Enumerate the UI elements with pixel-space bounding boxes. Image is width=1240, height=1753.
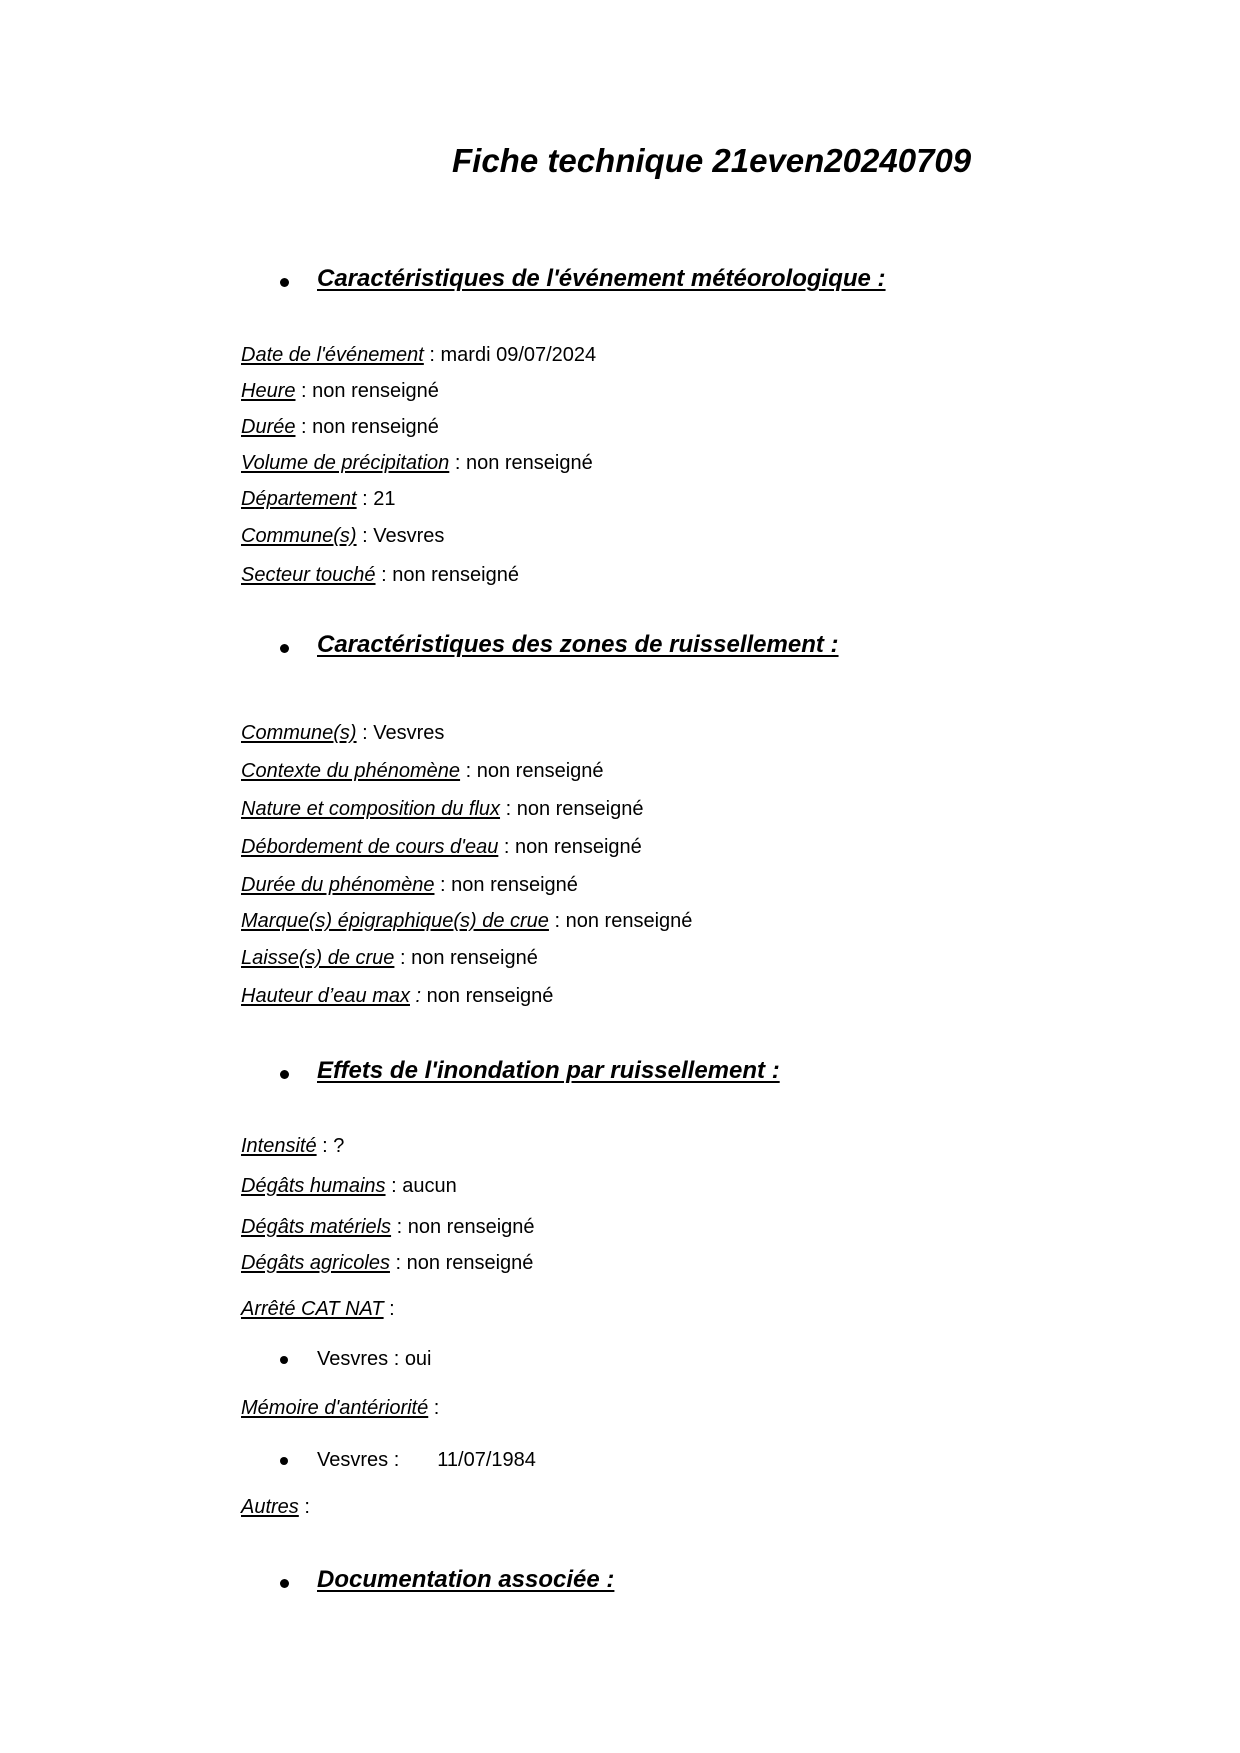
field-separator: :: [500, 798, 517, 820]
field-separator: :: [295, 416, 313, 438]
section-heading-text: Caractéristiques de l'événement météorologique :: [317, 265, 886, 292]
bullet-icon: [280, 644, 289, 653]
field-autres: [241, 1496, 310, 1519]
field-label: Laisse(s) de crue: [241, 947, 395, 969]
field-date-evenement: [241, 344, 596, 367]
field-value: non renseigné: [407, 1216, 535, 1238]
field-label: Hauteur d’eau max: [241, 985, 410, 1007]
field-separator: :: [316, 1135, 334, 1157]
bullet-icon: [280, 1457, 288, 1465]
field-marques-epigraphiques: [241, 910, 692, 933]
field-laisses-de-crue: [241, 947, 538, 970]
field-separator: :: [295, 380, 313, 402]
section-heading-ruissellement: [280, 631, 839, 659]
field-separator: :: [449, 452, 466, 474]
field-separator: :: [460, 760, 477, 782]
field-label: Date de l'événement: [241, 344, 424, 366]
field-label: Arrêté CAT NAT: [241, 1298, 384, 1320]
field-separator: :: [548, 910, 566, 932]
field-volume-precipitation: [241, 452, 593, 475]
field-value: mardi 09/07/2024: [440, 344, 597, 366]
field-contexte-phenomene: [241, 760, 604, 783]
field-degats-agricoles: [241, 1252, 533, 1275]
field-intensite: [241, 1135, 344, 1158]
field-value: aucun: [402, 1175, 457, 1197]
field-value: non renseigné: [451, 874, 578, 896]
field-label: Dégâts matériels: [241, 1216, 392, 1238]
field-label: Contexte du phénomène: [241, 760, 461, 782]
bullet-icon: [280, 1070, 289, 1079]
section-heading-documentation: [280, 1566, 614, 1594]
field-label: Nature et composition du flux: [241, 798, 501, 820]
field-label: Intensité: [241, 1135, 317, 1157]
field-degats-humains: [241, 1175, 457, 1198]
field-label: Volume de précipitation: [241, 452, 450, 474]
page-title: Fiche technique 21even20240709: [452, 142, 972, 179]
field-label: Département: [241, 488, 357, 510]
field-hauteur-eau-max: [241, 985, 553, 1008]
field-separator: :: [383, 1298, 395, 1320]
field-communes: [241, 525, 444, 548]
field-label: Heure: [241, 380, 296, 402]
field-value: ?: [333, 1135, 345, 1157]
field-arrete-catnat: [241, 1298, 395, 1321]
field-heure: [241, 380, 439, 403]
field-value: non renseigné: [516, 798, 644, 820]
field-label: Débordement de cours d'eau: [241, 836, 499, 858]
section-heading-text: Documentation associée :: [317, 1566, 615, 1593]
field-value: non renseigné: [406, 1252, 534, 1274]
field-departement: [241, 488, 396, 511]
field-separator: :: [298, 1496, 310, 1518]
field-value: non renseigné: [312, 416, 439, 438]
field-label: Commune(s): [241, 722, 357, 744]
list-item-catnat: [280, 1348, 432, 1371]
list-item-memoire: [280, 1449, 536, 1472]
field-secteur-touche: [241, 564, 519, 587]
list-item-date: 11/07/1984: [437, 1449, 536, 1471]
field-debordement: [241, 836, 642, 859]
field-separator: :: [391, 1216, 408, 1238]
field-separator: :: [434, 874, 452, 896]
bullet-icon: [280, 278, 289, 287]
field-label: Mémoire d'antériorité: [241, 1397, 429, 1419]
field-separator: :: [423, 344, 441, 366]
field-duree-phenomene: [241, 874, 578, 897]
field-degats-materiels: [241, 1216, 535, 1239]
field-separator: :: [498, 836, 515, 858]
field-separator: :: [356, 525, 374, 547]
field-value: non renseigné: [476, 760, 604, 782]
field-separator: :: [428, 1397, 440, 1419]
field-separator: :: [385, 1175, 403, 1197]
field-value: non renseigné: [411, 947, 538, 969]
field-value: non renseigné: [515, 836, 642, 858]
field-label: Dégâts humains: [241, 1175, 386, 1197]
section-heading-text: Caractéristiques des zones de ruissellement :: [317, 631, 839, 658]
field-value: non renseigné: [426, 985, 554, 1007]
field-separator: :: [375, 564, 393, 586]
field-value: non renseigné: [312, 380, 439, 402]
field-label: Marque(s) épigraphique(s) de crue: [241, 910, 549, 932]
field-label: Autres: [241, 1496, 299, 1518]
field-value: Vesvres: [373, 722, 445, 744]
field-value: non renseigné: [392, 564, 519, 586]
section-heading-effets: [280, 1057, 780, 1085]
field-value: non renseigné: [565, 910, 693, 932]
field-value: 21: [373, 488, 396, 510]
field-value: non renseigné: [465, 452, 593, 474]
field-label: Commune(s): [241, 525, 357, 547]
field-label: Durée du phénomène: [241, 874, 435, 896]
bullet-icon: [280, 1356, 288, 1364]
field-separator: :: [409, 985, 427, 1007]
field-separator: :: [356, 488, 374, 510]
field-label: Dégâts agricoles: [241, 1252, 390, 1274]
field-separator: :: [389, 1252, 407, 1274]
field-duree: [241, 416, 439, 439]
field-label: Secteur touché: [241, 564, 376, 586]
list-item-text: Vesvres :: [317, 1449, 400, 1471]
section-heading-text: Effets de l'inondation par ruissellement :: [317, 1057, 780, 1084]
list-item-text: Vesvres : oui: [317, 1348, 432, 1370]
field-separator: :: [394, 947, 412, 969]
field-separator: :: [356, 722, 374, 744]
field-value: Vesvres: [373, 525, 445, 547]
field-communes: [241, 722, 444, 745]
field-memoire-anteriorite: [241, 1397, 439, 1420]
bullet-icon: [280, 1579, 289, 1588]
field-label: Durée: [241, 416, 296, 438]
section-heading-evenement: [280, 265, 886, 293]
field-nature-flux: [241, 798, 643, 821]
